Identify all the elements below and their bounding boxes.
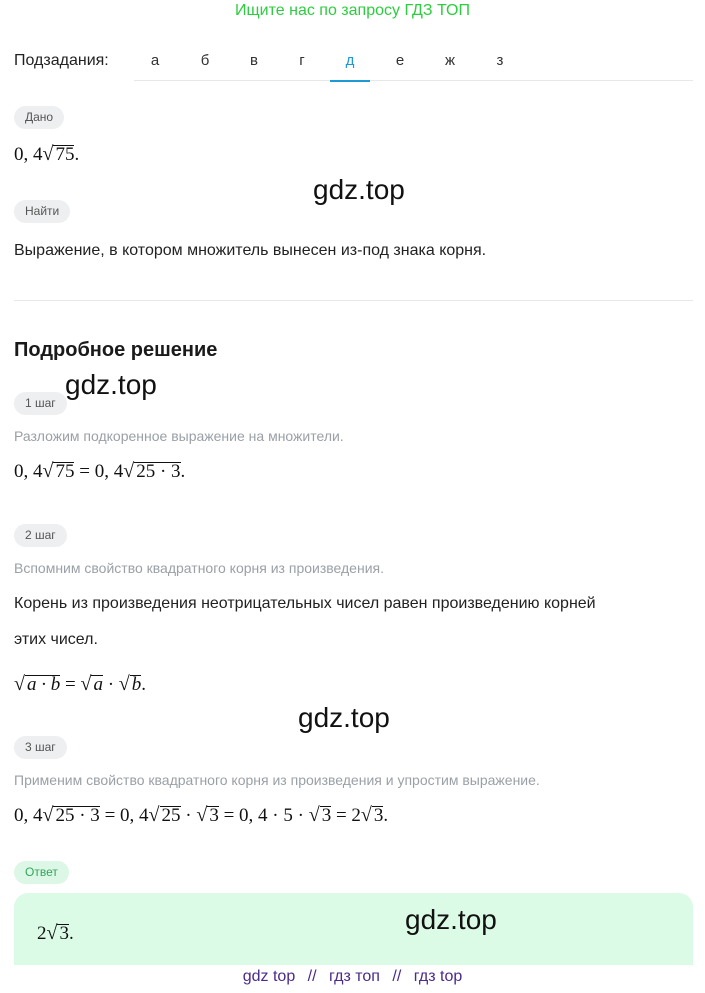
watermark: gdz.top <box>313 174 405 205</box>
tab-d-active[interactable]: д <box>330 52 370 82</box>
tab-v[interactable]: в <box>250 52 258 69</box>
formula-part: = 0, 4 <box>74 461 124 482</box>
subtasks-label: Подзадания: <box>14 52 109 69</box>
radicand: 3 <box>209 805 219 826</box>
formula-part: = 2 <box>331 805 361 826</box>
formula-part: · <box>102 674 119 695</box>
step-1-hint: Разложим подкоренное выражение на множители. <box>14 428 344 444</box>
radical-sign: √ <box>14 673 25 695</box>
step-2-text-line-2: этих чисел. <box>14 631 98 648</box>
footer-separator: // <box>307 968 317 985</box>
formula-part: = 0, 4 · 5 · <box>218 805 309 826</box>
formula-part: . <box>180 461 186 482</box>
radicand: b <box>131 674 142 695</box>
watermark: gdz.top <box>298 702 390 733</box>
step-3-formula <box>14 804 388 827</box>
answer-prefix: 2 <box>37 923 47 944</box>
radicand: 3 <box>321 805 332 826</box>
radicand: a <box>93 674 103 695</box>
solution-title: Подробное решение <box>14 339 218 361</box>
formula-part: . <box>383 805 389 826</box>
footer-link-3[interactable]: гдз top <box>413 968 463 985</box>
radicand: 25 · 3 <box>55 805 100 826</box>
find-chip: Найти <box>14 200 70 223</box>
footer-link-1[interactable]: gdz top <box>242 968 296 985</box>
subtasks-divider <box>134 80 693 81</box>
step-1-chip: 1 шаг <box>14 392 67 415</box>
answer-radicand: 3 <box>59 923 69 944</box>
step-3-chip: 3 шаг <box>14 736 67 759</box>
tab-z[interactable]: з <box>496 52 504 69</box>
radical-sign: √ <box>308 804 320 826</box>
promo-banner[interactable]: Ищите нас по запросу ГДЗ ТОП <box>235 2 470 19</box>
radical-sign: √ <box>42 143 54 165</box>
formula-part: 0, 4 <box>14 805 43 826</box>
tab-e[interactable]: е <box>395 52 405 69</box>
watermark: gdz.top <box>65 369 157 400</box>
radicand: 3 <box>373 805 384 826</box>
watermark: gdz.top <box>405 904 497 935</box>
given-suffix: . <box>74 144 80 165</box>
radical-sign: √ <box>360 804 372 826</box>
formula-part: = 0, 4 <box>99 805 149 826</box>
answer-chip: Ответ <box>14 861 69 884</box>
given-prefix: 0, 4 <box>14 144 43 165</box>
answer-formula <box>37 922 74 945</box>
tab-b[interactable]: б <box>200 52 210 69</box>
tab-a[interactable]: а <box>150 52 160 69</box>
step-2-text-line-1: Корень из произведения неотрицательных чисел равен произведению корней <box>14 595 596 612</box>
radical-sign: √ <box>42 460 54 482</box>
answer-suffix: . <box>68 923 74 944</box>
given-formula <box>14 143 79 166</box>
tab-zh[interactable]: ж <box>444 52 456 69</box>
radical-sign: √ <box>42 804 54 826</box>
section-divider <box>14 300 693 301</box>
answer-box <box>14 893 693 965</box>
radical-sign: √ <box>80 673 92 695</box>
formula-part: · <box>180 805 197 826</box>
given-radicand: 75 <box>55 144 75 165</box>
formula-part: 0, 4 <box>14 461 43 482</box>
radical-sign: √ <box>196 804 208 826</box>
radicand: 75 <box>55 461 75 482</box>
radicand: 25 · 3 <box>136 461 181 482</box>
step-2-hint: Вспомним свойство квадратного корня из произведения. <box>14 560 384 576</box>
step-2-chip: 2 шаг <box>14 524 67 547</box>
footer-links <box>0 968 705 986</box>
radical-sign: √ <box>123 460 135 482</box>
radical-sign: √ <box>118 673 130 695</box>
step-2-formula <box>14 673 146 696</box>
radicand: a · b <box>26 674 61 695</box>
find-text: Выражение, в котором множитель вынесен из-под знака корня. <box>14 242 487 259</box>
radicand: 25 <box>161 805 181 826</box>
formula-part: = <box>60 674 81 695</box>
subtasks-nav <box>14 48 693 82</box>
footer-separator: // <box>392 968 402 985</box>
given-chip: Дано <box>14 106 64 129</box>
formula-part: . <box>141 674 146 695</box>
tab-g[interactable]: г <box>299 52 305 69</box>
step-3-hint: Применим свойство квадратного корня из произведения и упростим выражение. <box>14 772 540 788</box>
footer-link-2[interactable]: гдз топ <box>329 968 380 985</box>
step-1-formula <box>14 460 185 483</box>
radical-sign: √ <box>148 804 160 826</box>
radical-sign: √ <box>46 922 58 944</box>
